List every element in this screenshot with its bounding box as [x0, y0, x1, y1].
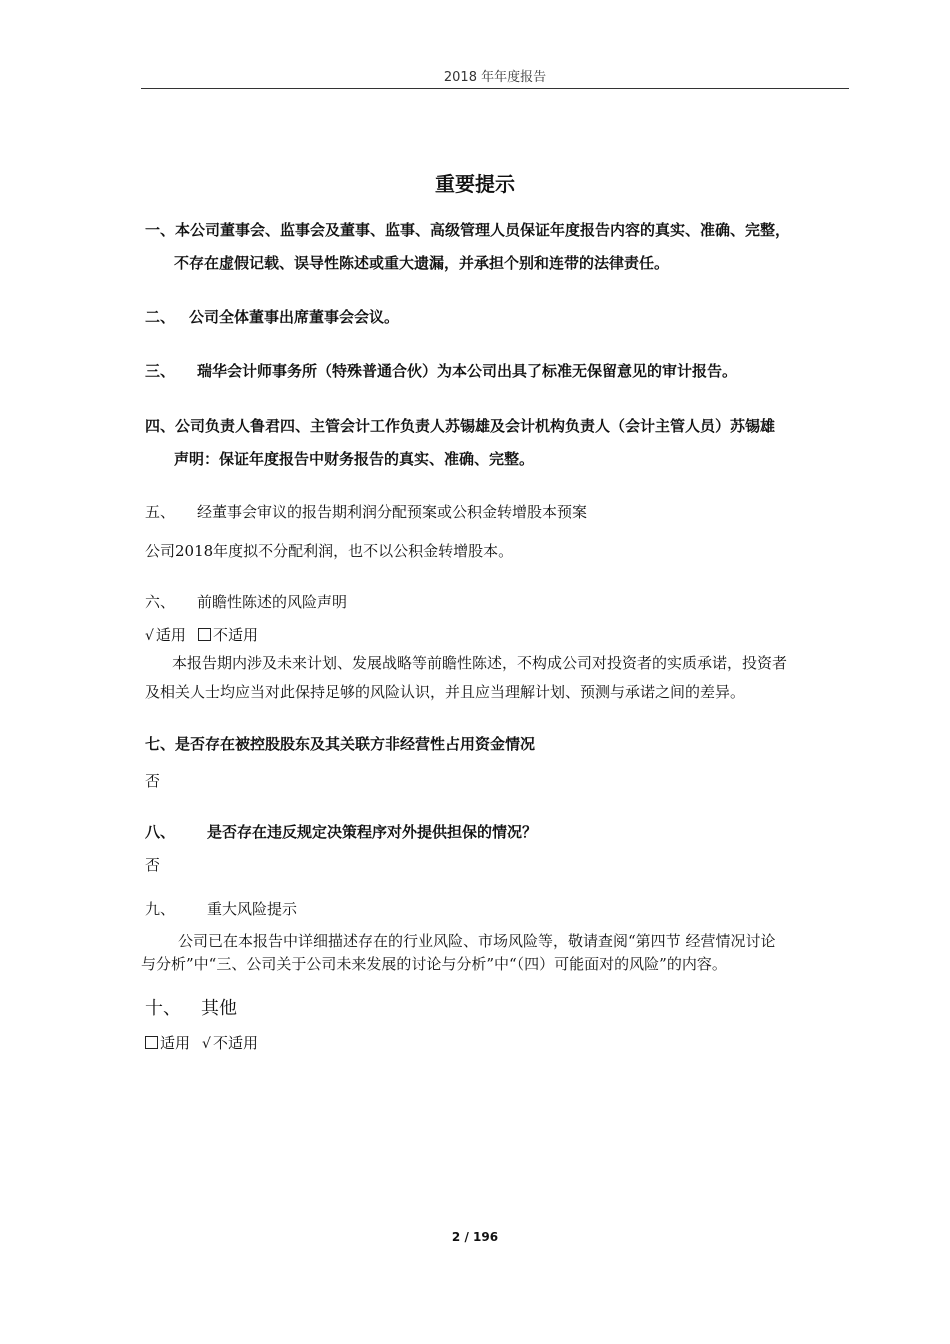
item-2-text: 公司全体董事出席董事会会议。: [189, 308, 400, 326]
item-3-number: 三、: [145, 362, 176, 380]
item-9-text: 重大风险提示: [207, 900, 298, 918]
page-title: 重要提示: [435, 172, 515, 196]
item-8-text: 是否存在违反规定决策程序对外提供担保的情况？: [207, 823, 538, 841]
item-7-heading: [145, 733, 535, 754]
empty-checkbox-icon: [198, 628, 211, 641]
item-6-number: 六、: [145, 593, 176, 611]
item-8-body: 否: [145, 856, 161, 874]
item-7-text: 是否存在被控股股东及其关联方非经营性占用资金情况: [175, 735, 536, 753]
item-10-options: [145, 1032, 258, 1053]
item-9-body-line2: 与分析”中“三、公司关于公司未来发展的讨论与分析”中“（四）可能面对的风险”的内容。: [141, 955, 727, 973]
item-6-body-line2: 及相关人士均应当对此保持足够的风险认识，并且应当理解计划、预测与承诺之间的差异。: [145, 683, 746, 701]
item-9-number: 九、: [145, 900, 176, 918]
item-4-text-line2: 声明：保证年度报告中财务报告的真实、准确、完整。: [174, 450, 535, 468]
item-6-option-not-applicable: 不适用: [212, 626, 258, 644]
header-divider: [141, 88, 849, 89]
item-5-body: 公司2018年度拟不分配利润，也不以公积金转增股本。: [145, 542, 514, 560]
item-6-heading: [145, 591, 347, 612]
item-6-body-line1: 本报告期内涉及未来计划、发展战略等前瞻性陈述，不构成公司对投资者的实质承诺，投资者: [172, 654, 788, 672]
item-9-heading: [145, 898, 297, 919]
item-10-number: 十、: [145, 998, 181, 1019]
item-6-option-applicable: 适用: [155, 626, 186, 644]
item-8-number: 八、: [145, 823, 176, 841]
item-4-text-line1: 公司负责人鲁君四、主管会计工作负责人苏锡雄及会计机构负责人（会计主管人员）苏锡雄: [175, 417, 776, 435]
item-10-text: 其他: [201, 998, 237, 1019]
item-1-number: 一、: [145, 221, 176, 239]
item-6-text: 前瞻性陈述的风险声明: [197, 593, 348, 611]
item-5-text: 经董事会审议的报告期利润分配预案或公积金转增股本预案: [197, 503, 588, 521]
item-10-option-applicable: 适用: [160, 1034, 191, 1052]
empty-checkbox-icon: [145, 1036, 158, 1049]
item-10-option-not-applicable: 不适用: [212, 1034, 258, 1052]
item-10-heading: [145, 994, 237, 1020]
item-4-line1: [145, 415, 775, 436]
item-6-options: [145, 624, 258, 645]
page-number: 2 / 196: [451, 1230, 499, 1244]
item-1-text-line1: 本公司董事会、监事会及董事、监事、高级管理人员保证年度报告内容的真实、准确、完整，: [175, 221, 791, 239]
check-mark-icon: √: [202, 1036, 211, 1052]
item-2-number: 二、: [145, 308, 176, 326]
item-5-heading: [145, 501, 587, 522]
item-3: [145, 360, 737, 381]
item-2: [145, 306, 399, 327]
item-7-number: 七、: [145, 735, 176, 753]
item-7-body: 否: [145, 772, 161, 790]
item-9-body-line1: 公司已在本报告中详细描述存在的行业风险、市场风险等，敬请查阅“第四节 经营情况讨论: [178, 932, 776, 950]
check-mark-icon: √: [145, 628, 154, 644]
item-4-number: 四、: [145, 417, 176, 435]
item-3-text: 瑞华会计师事务所（特殊普通合伙）为本公司出具了标准无保留意见的审计报告。: [197, 362, 738, 380]
item-1-line1: [145, 219, 790, 240]
item-1-text-line2: 不存在虚假记载、误导性陈述或重大遗漏，并承担个别和连带的法律责任。: [174, 254, 670, 272]
item-5-number: 五、: [145, 503, 176, 521]
running-header: 2018 年年度报告: [443, 70, 547, 85]
item-8-heading: [145, 821, 537, 842]
